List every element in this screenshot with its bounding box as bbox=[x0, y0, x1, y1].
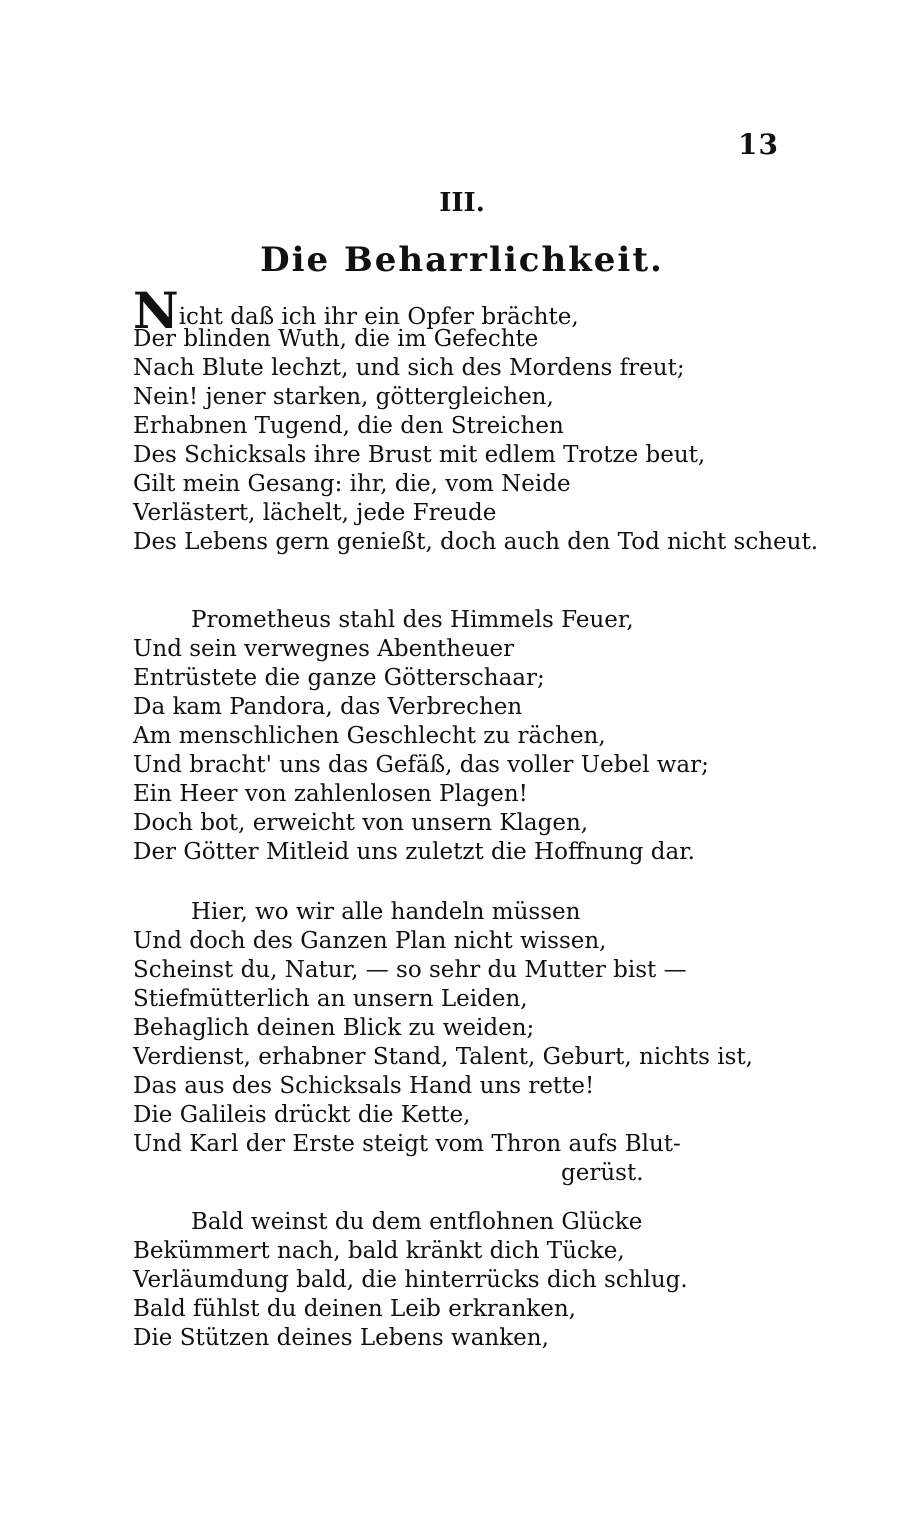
poem-line: Am menschlichen Geschlecht zu rächen, bbox=[133, 723, 606, 749]
poem-line: Verdienst, erhabner Stand, Talent, Geburt, nichts ist, bbox=[133, 1044, 753, 1070]
poem-line: Der Götter Mitleid uns zuletzt die Hoffnung dar. bbox=[133, 839, 695, 865]
page-number: 13 bbox=[738, 128, 779, 161]
poem-line: Die Galileis drückt die Kette, bbox=[133, 1102, 471, 1128]
poem-line: Hier, wo wir alle handeln müssen bbox=[191, 899, 581, 925]
poem-line: Da kam Pandora, das Verbrechen bbox=[133, 694, 523, 720]
section-number: III. bbox=[439, 188, 485, 218]
poem-line: Nach Blute lechzt, und sich des Mordens freut; bbox=[133, 355, 685, 381]
drop-cap: N bbox=[133, 281, 179, 340]
poem-line: Doch bot, erweicht von unsern Klagen, bbox=[133, 810, 589, 836]
poem-line: Behaglich deinen Blick zu weiden; bbox=[133, 1015, 535, 1041]
poem-line: Des Schicksals ihre Brust mit edlem Trotze beut, bbox=[133, 442, 706, 468]
stanza-2 bbox=[133, 606, 833, 867]
poem-line: Gilt mein Gesang: ihr, die, vom Neide bbox=[133, 471, 571, 497]
stanza-1 bbox=[133, 281, 833, 557]
poem-line: Scheinst du, Natur, — so sehr du Mutter bist — bbox=[133, 957, 687, 983]
poem-line: Verläumdung bald, die hinterrücks dich schlug. bbox=[133, 1267, 688, 1293]
poem-line: Der blinden Wuth, die im Gefechte bbox=[133, 326, 539, 352]
poem-line: Entrüstete die ganze Götterschaar; bbox=[133, 665, 545, 691]
poem-line: Die Stützen deines Lebens wanken, bbox=[133, 1325, 549, 1351]
poem-line: Bald fühlst du deinen Leib erkranken, bbox=[133, 1296, 576, 1322]
poem-line: Ein Heer von zahlenlosen Plagen! bbox=[133, 781, 528, 807]
poem-line: Und doch des Ganzen Plan nicht wissen, bbox=[133, 928, 607, 954]
poem-title: Die Beharrlichkeit. bbox=[260, 240, 664, 280]
stanza-3 bbox=[133, 898, 833, 1188]
poem-line: Und Karl der Erste steigt vom Thron aufs Blut- bbox=[133, 1131, 681, 1157]
poem-line: Und bracht' uns das Gefäß, das voller Uebel war; bbox=[133, 752, 709, 778]
poem-line: Prometheus stahl des Himmels Feuer, bbox=[191, 607, 634, 633]
poem-line: Nicht daß ich ihr ein Opfer brächte, bbox=[133, 281, 579, 340]
poem-line: Nein! jener starken, göttergleichen, bbox=[133, 384, 554, 410]
poem-line: Erhabnen Tugend, die den Streichen bbox=[133, 413, 564, 439]
stanza-4 bbox=[133, 1208, 833, 1353]
poem-line: Das aus des Schicksals Hand uns rette! bbox=[133, 1073, 595, 1099]
poem-line: Bald weinst du dem entflohnen Glücke bbox=[191, 1209, 643, 1235]
poem-line-continuation: gerüst. bbox=[561, 1160, 644, 1186]
poem-line: Stiefmütterlich an unsern Leiden, bbox=[133, 986, 528, 1012]
poem-line: Verlästert, lächelt, jede Freude bbox=[133, 500, 497, 526]
poem-line: Des Lebens gern genießt, doch auch den Tod nicht scheut. bbox=[133, 529, 819, 555]
poem-line: Bekümmert nach, bald kränkt dich Tücke, bbox=[133, 1238, 625, 1264]
poem-line: Und sein verwegnes Abentheuer bbox=[133, 636, 515, 662]
